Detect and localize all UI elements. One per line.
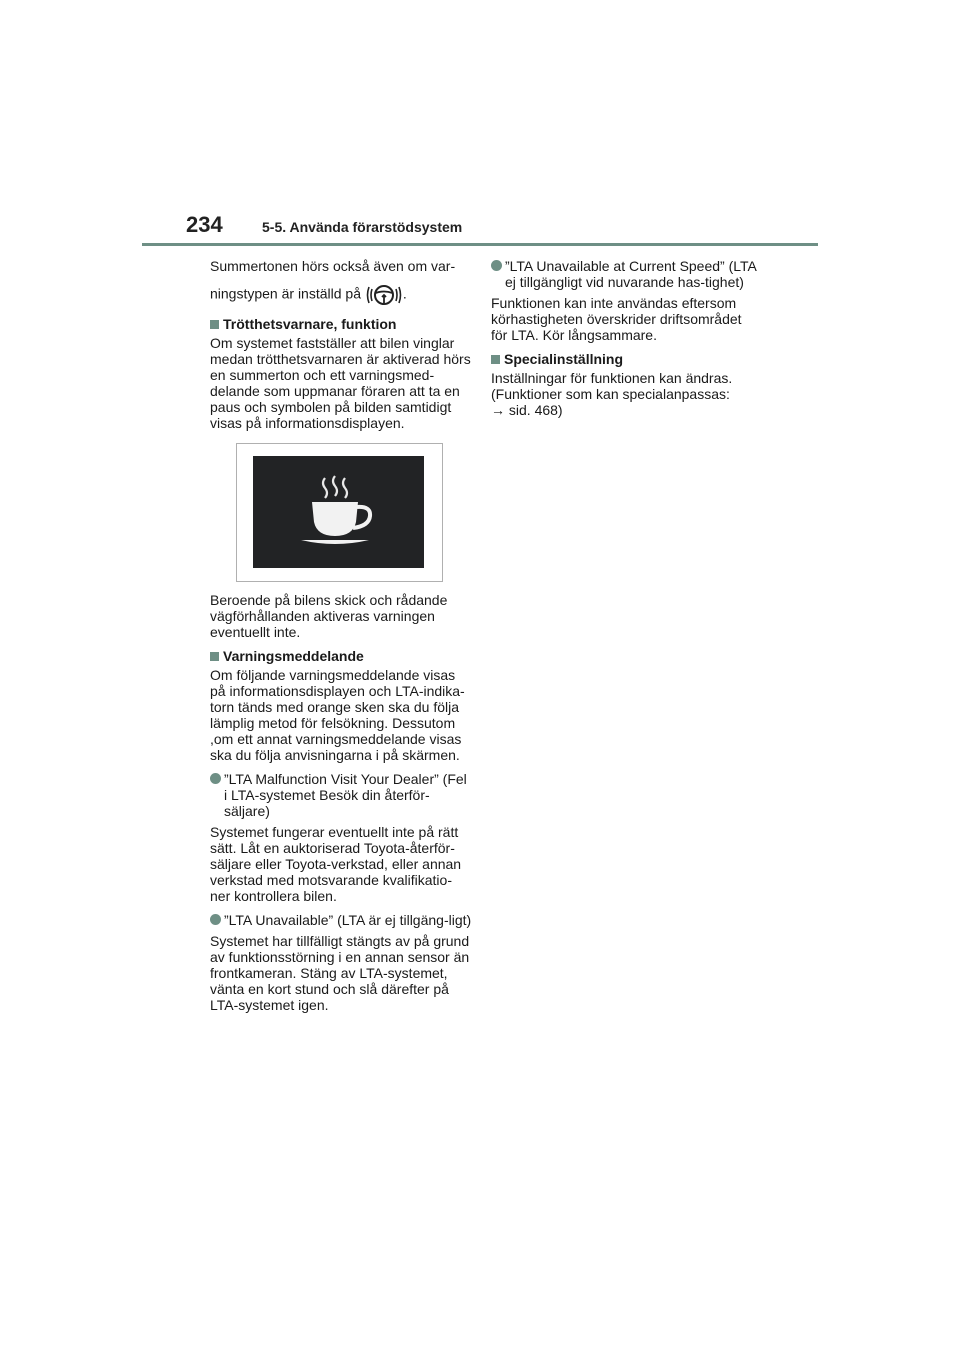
display-screen xyxy=(253,456,424,568)
page-reference-link[interactable]: → sid. 468) xyxy=(491,402,563,418)
right-column xyxy=(491,258,761,426)
intro-line-b xyxy=(210,284,407,306)
header-rule xyxy=(142,243,818,246)
condition-note: Beroende på bilens skick och rådande vägförhållanden aktiveras varningen eventuellt inte. xyxy=(210,592,448,640)
drowsiness-figure xyxy=(236,443,443,582)
warning-body: Om följande varningsmeddelande visas på informationsdisplayen och LTA-indika-torn tänds med orange sken ska du följa lämplig metod för felsökning. Dessutom ,om ett annat varningsmeddelande visas ska du följa anvisningarna i på skärmen. xyxy=(210,667,465,763)
intro-line-a: Summertonen hörs också även om var- xyxy=(210,258,456,274)
warning-item-title: ”LTA Malfunction Visit Your Dealer” (Fel i LTA-systemet Besök din återför-säljare) xyxy=(224,771,467,819)
circle-bullet-icon xyxy=(491,260,502,271)
warning-heading-text: Varningsmeddelande xyxy=(223,648,364,664)
page-number: 234 xyxy=(186,212,223,237)
warning-item xyxy=(491,258,761,290)
drowsiness-body: Om systemet fastställer att bilen vinglar medan trötthetsvarnaren är aktiverad hörs en summerton och ett varningsmed-delande som uppmanar föraren att ta en paus och symbolen på bilden samtidigt visas på informationsdisplayen. xyxy=(210,335,471,431)
page-header xyxy=(186,212,826,242)
intro-line-b-text: ningstypen är inställd på xyxy=(210,285,361,302)
warning-item-title: ”LTA Unavailable at Current Speed” (LTA ej tillgängligt vid nuvarande has-tighet) xyxy=(505,258,757,290)
circle-bullet-icon xyxy=(210,773,221,784)
custom-heading xyxy=(491,351,761,367)
warning-item-text: Systemet fungerar eventuellt inte på rätt sätt. Låt en auktoriserad Toyota-återför-säljare eller Toyota-verkstad, eller annan verkstad med motsvarande kvalifikatio-ner kontrollera bilen. xyxy=(210,824,462,904)
steering-wheel-vibration-icon xyxy=(366,284,402,306)
custom-line-1: Inställningar för funktionen kan ändras. xyxy=(491,370,733,386)
circle-bullet-icon xyxy=(210,914,221,925)
intro-line-b-period: . xyxy=(402,285,407,302)
warning-heading xyxy=(210,648,472,664)
left-column xyxy=(210,258,472,1021)
warning-item-title: ”LTA Unavailable” (LTA är ej tillgäng-ligt) xyxy=(224,912,472,928)
custom-line-2: (Funktioner som kan specialanpassas: xyxy=(491,386,730,402)
warning-item xyxy=(210,912,472,928)
custom-body xyxy=(491,370,761,418)
custom-heading-text: Specialinställning xyxy=(504,351,624,367)
intro-paragraph xyxy=(210,258,472,306)
square-bullet-icon xyxy=(210,652,219,661)
warning-item xyxy=(210,771,472,819)
drowsiness-heading xyxy=(210,316,472,332)
square-bullet-icon xyxy=(491,355,500,364)
coffee-cup-icon xyxy=(253,456,424,568)
warning-item-text: Systemet har tillfälligt stängts av på grund av funktionsstörning i en annan sensor än frontkameran. Stäng av LTA-systemet, vänta en kort stund och slå därefter på LTA-systemet igen. xyxy=(210,933,470,1013)
square-bullet-icon xyxy=(210,320,219,329)
section-title: 5-5. Använda förarstödsystem xyxy=(262,219,463,235)
drowsiness-heading-text: Trötthetsvarnare, funktion xyxy=(223,316,397,332)
warning-item-text: Funktionen kan inte användas eftersom körhastigheten överskrider driftsområdet för LTA. Kör långsammare. xyxy=(491,295,742,343)
